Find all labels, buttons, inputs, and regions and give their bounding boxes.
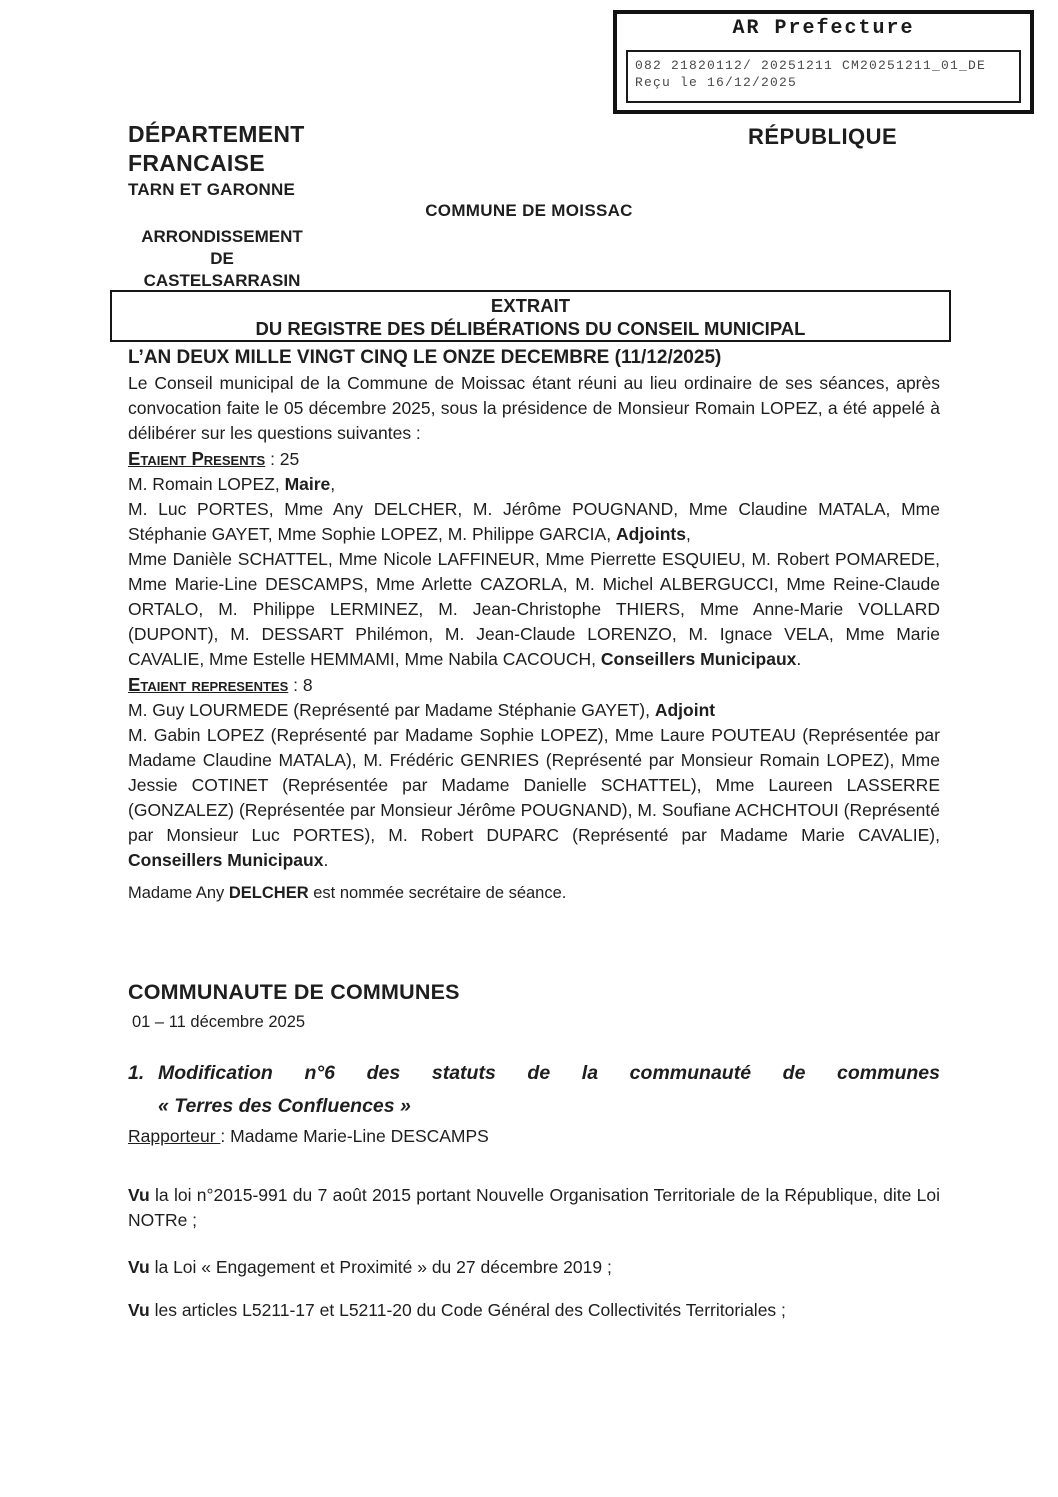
rapporteur-value: : Madame Marie-Line DESCAMPS xyxy=(220,1126,489,1146)
adjoints-paragraph-end: , xyxy=(685,524,691,544)
represented-conseillers-role: Conseillers Municipaux xyxy=(128,850,324,870)
secretary-post: est nommée secrétaire de séance. xyxy=(308,884,567,902)
represented-adjoint-role: Adjoint xyxy=(654,700,716,720)
stamp-inner-box xyxy=(626,50,1021,103)
secretary-line xyxy=(128,881,940,906)
arrondissement-line2: DE xyxy=(210,249,234,268)
agenda-item-1 xyxy=(128,1057,940,1123)
department-line1: DÉPARTEMENT xyxy=(128,121,305,147)
represented-adjoint-names: M. Guy LOURMEDE (Représenté par Madame Stéphanie GAYET), xyxy=(128,700,655,720)
present-count: : 25 xyxy=(265,449,300,469)
agenda-item-1-title-line1 xyxy=(128,1057,940,1090)
represented-label: Etaient representes xyxy=(128,674,289,695)
maire-role: Maire xyxy=(284,474,331,494)
conseillers-present-paragraph xyxy=(128,547,940,672)
arrondissement-line3: CASTELSARRASIN xyxy=(143,271,301,290)
conseillers-present-role: Conseillers Municipaux xyxy=(600,649,797,669)
agenda-item-1-number: 1. xyxy=(128,1062,145,1084)
section-date-range: 01 – 11 décembre 2025 xyxy=(132,1013,306,1031)
extrait-title-line1: EXTRAIT xyxy=(490,295,571,316)
section-heading: COMMUNAUTE DE COMMUNES xyxy=(128,980,460,1004)
department-block xyxy=(128,120,320,202)
department-name: TARN ET GARONNE xyxy=(128,180,296,199)
vu-1-text: la loi n°2015-991 du 7 août 2015 portant Nouvelle Organisation Territoriale de la République, dite Loi NOTRe ; xyxy=(128,1185,940,1230)
republique-heading: RÉPUBLIQUE xyxy=(748,124,898,149)
vu-1-keyword: Vu xyxy=(128,1185,150,1205)
vu-paragraph-1 xyxy=(128,1183,940,1233)
secretary-pre: Madame Any xyxy=(128,884,229,902)
maire-line xyxy=(128,472,940,497)
represented-conseillers-names: M. Gabin LOPEZ (Représenté par Madame Sophie LOPEZ), Mme Laure POUTEAU (Représentée par Madame Claudine MATALA), M. Frédéric GENRIES (Représenté par Monsieur Romain LOPEZ), Mme Jessie COTINET (Représentée par Madame Danielle SCHATTEL), Mme Laureen LASSERRE (GONZALEZ) (Représentée par Monsieur Jérôme POUGNAND), M. Soufiane ACHCHTOUI (Représenté par Monsieur Luc PORTES), M. Robert DUPARC (Représenté par Madame Marie CAVALIE), xyxy=(128,725,940,845)
present-heading xyxy=(128,446,940,472)
agenda-item-1-title-line2: « Terres des Confluences » xyxy=(158,1095,411,1117)
vu-3-text: les articles L5211-17 et L5211-20 du Code Général des Collectivités Territoriales ; xyxy=(149,1300,786,1320)
stamp-received-date: Reçu le 16/12/2025 xyxy=(635,75,798,90)
extrait-title-box xyxy=(110,290,951,342)
maire-line-end: , xyxy=(330,474,336,494)
vu-2-text: la Loi « Engagement et Proximité » du 27 décembre 2019 ; xyxy=(149,1257,612,1277)
commune-heading: COMMUNE DE MOISSAC xyxy=(425,201,633,220)
maire-names: M. Romain LOPEZ, xyxy=(128,474,285,494)
vu-2-keyword: Vu xyxy=(128,1257,150,1277)
vu-3-keyword: Vu xyxy=(128,1300,150,1320)
conseillers-present-end: . xyxy=(796,649,802,669)
vu-paragraph-3 xyxy=(128,1298,940,1323)
extrait-title-line2: DU REGISTRE DES DÉLIBÉRATIONS DU CONSEIL MUNICIPAL xyxy=(255,318,806,339)
document-body xyxy=(128,345,940,1323)
adjoints-paragraph xyxy=(128,497,940,547)
arrondissement-line1: ARRONDISSEMENT xyxy=(141,227,303,246)
rapporteur-label: Rapporteur xyxy=(128,1126,221,1146)
stamp-reference-number: 082 21820112/ 20251211 CM20251211_01_DE xyxy=(635,58,987,73)
ar-prefecture-stamp xyxy=(613,10,1034,114)
arrondissement-block xyxy=(126,226,318,292)
session-intro-paragraph: Le Conseil municipal de la Commune de Moissac étant réuni au lieu ordinaire de ses séances, après convocation faite le 05 décembre 2025, sous la présidence de Monsieur Romain LOPEZ, a été appelé à délibérer sur les questions suivantes : xyxy=(128,373,940,443)
adjoints-role: Adjoints xyxy=(615,524,686,544)
represented-conseillers-paragraph xyxy=(128,723,940,873)
department-line2: FRANCAISE xyxy=(128,150,265,176)
represented-heading xyxy=(128,672,940,698)
conseillers-present-names: Mme Danièle SCHATTEL, Mme Nicole LAFFINEUR, Mme Pierrette ESQUIEU, M. Robert POMAREDE, Mme Marie-Line DESCAMPS, Mme Arlette CAZORLA, M. Michel ALBERGUCCI, Mme Reine-Claude ORTALO, M. Philippe LERMINEZ, M. Jean-Christophe THIERS, Mme Anne-Marie VOLLARD (DUPONT), M. DESSART Philémon, M. Jean-Claude LORENZO, M. Ignace VELA, Mme Marie CAVALIE, Mme Estelle HEMMAMI, Mme Nabila CACOUCH, xyxy=(128,549,940,669)
rapporteur-line xyxy=(128,1123,940,1149)
secretary-name: DELCHER xyxy=(228,884,309,902)
agenda-item-1-title-text: Modification n°6 des statuts de la communauté de communes xyxy=(158,1062,940,1084)
stamp-title: AR Prefecture xyxy=(732,17,915,40)
represented-adjoint-line xyxy=(128,698,940,723)
represented-conseillers-end: . xyxy=(323,850,329,870)
vu-paragraph-2 xyxy=(128,1255,940,1280)
present-label: Etaient Presents xyxy=(128,448,266,469)
adjoints-names: M. Luc PORTES, Mme Any DELCHER, M. Jérôme POUGNAND, Mme Claudine MATALA, Mme Stéphanie GAYET, Mme Sophie LOPEZ, M. Philippe GARCIA, xyxy=(128,499,940,544)
represented-count: : 8 xyxy=(288,675,313,695)
session-date-heading: L’AN DEUX MILLE VINGT CINQ LE ONZE DECEMBRE (11/12/2025) xyxy=(128,347,722,368)
